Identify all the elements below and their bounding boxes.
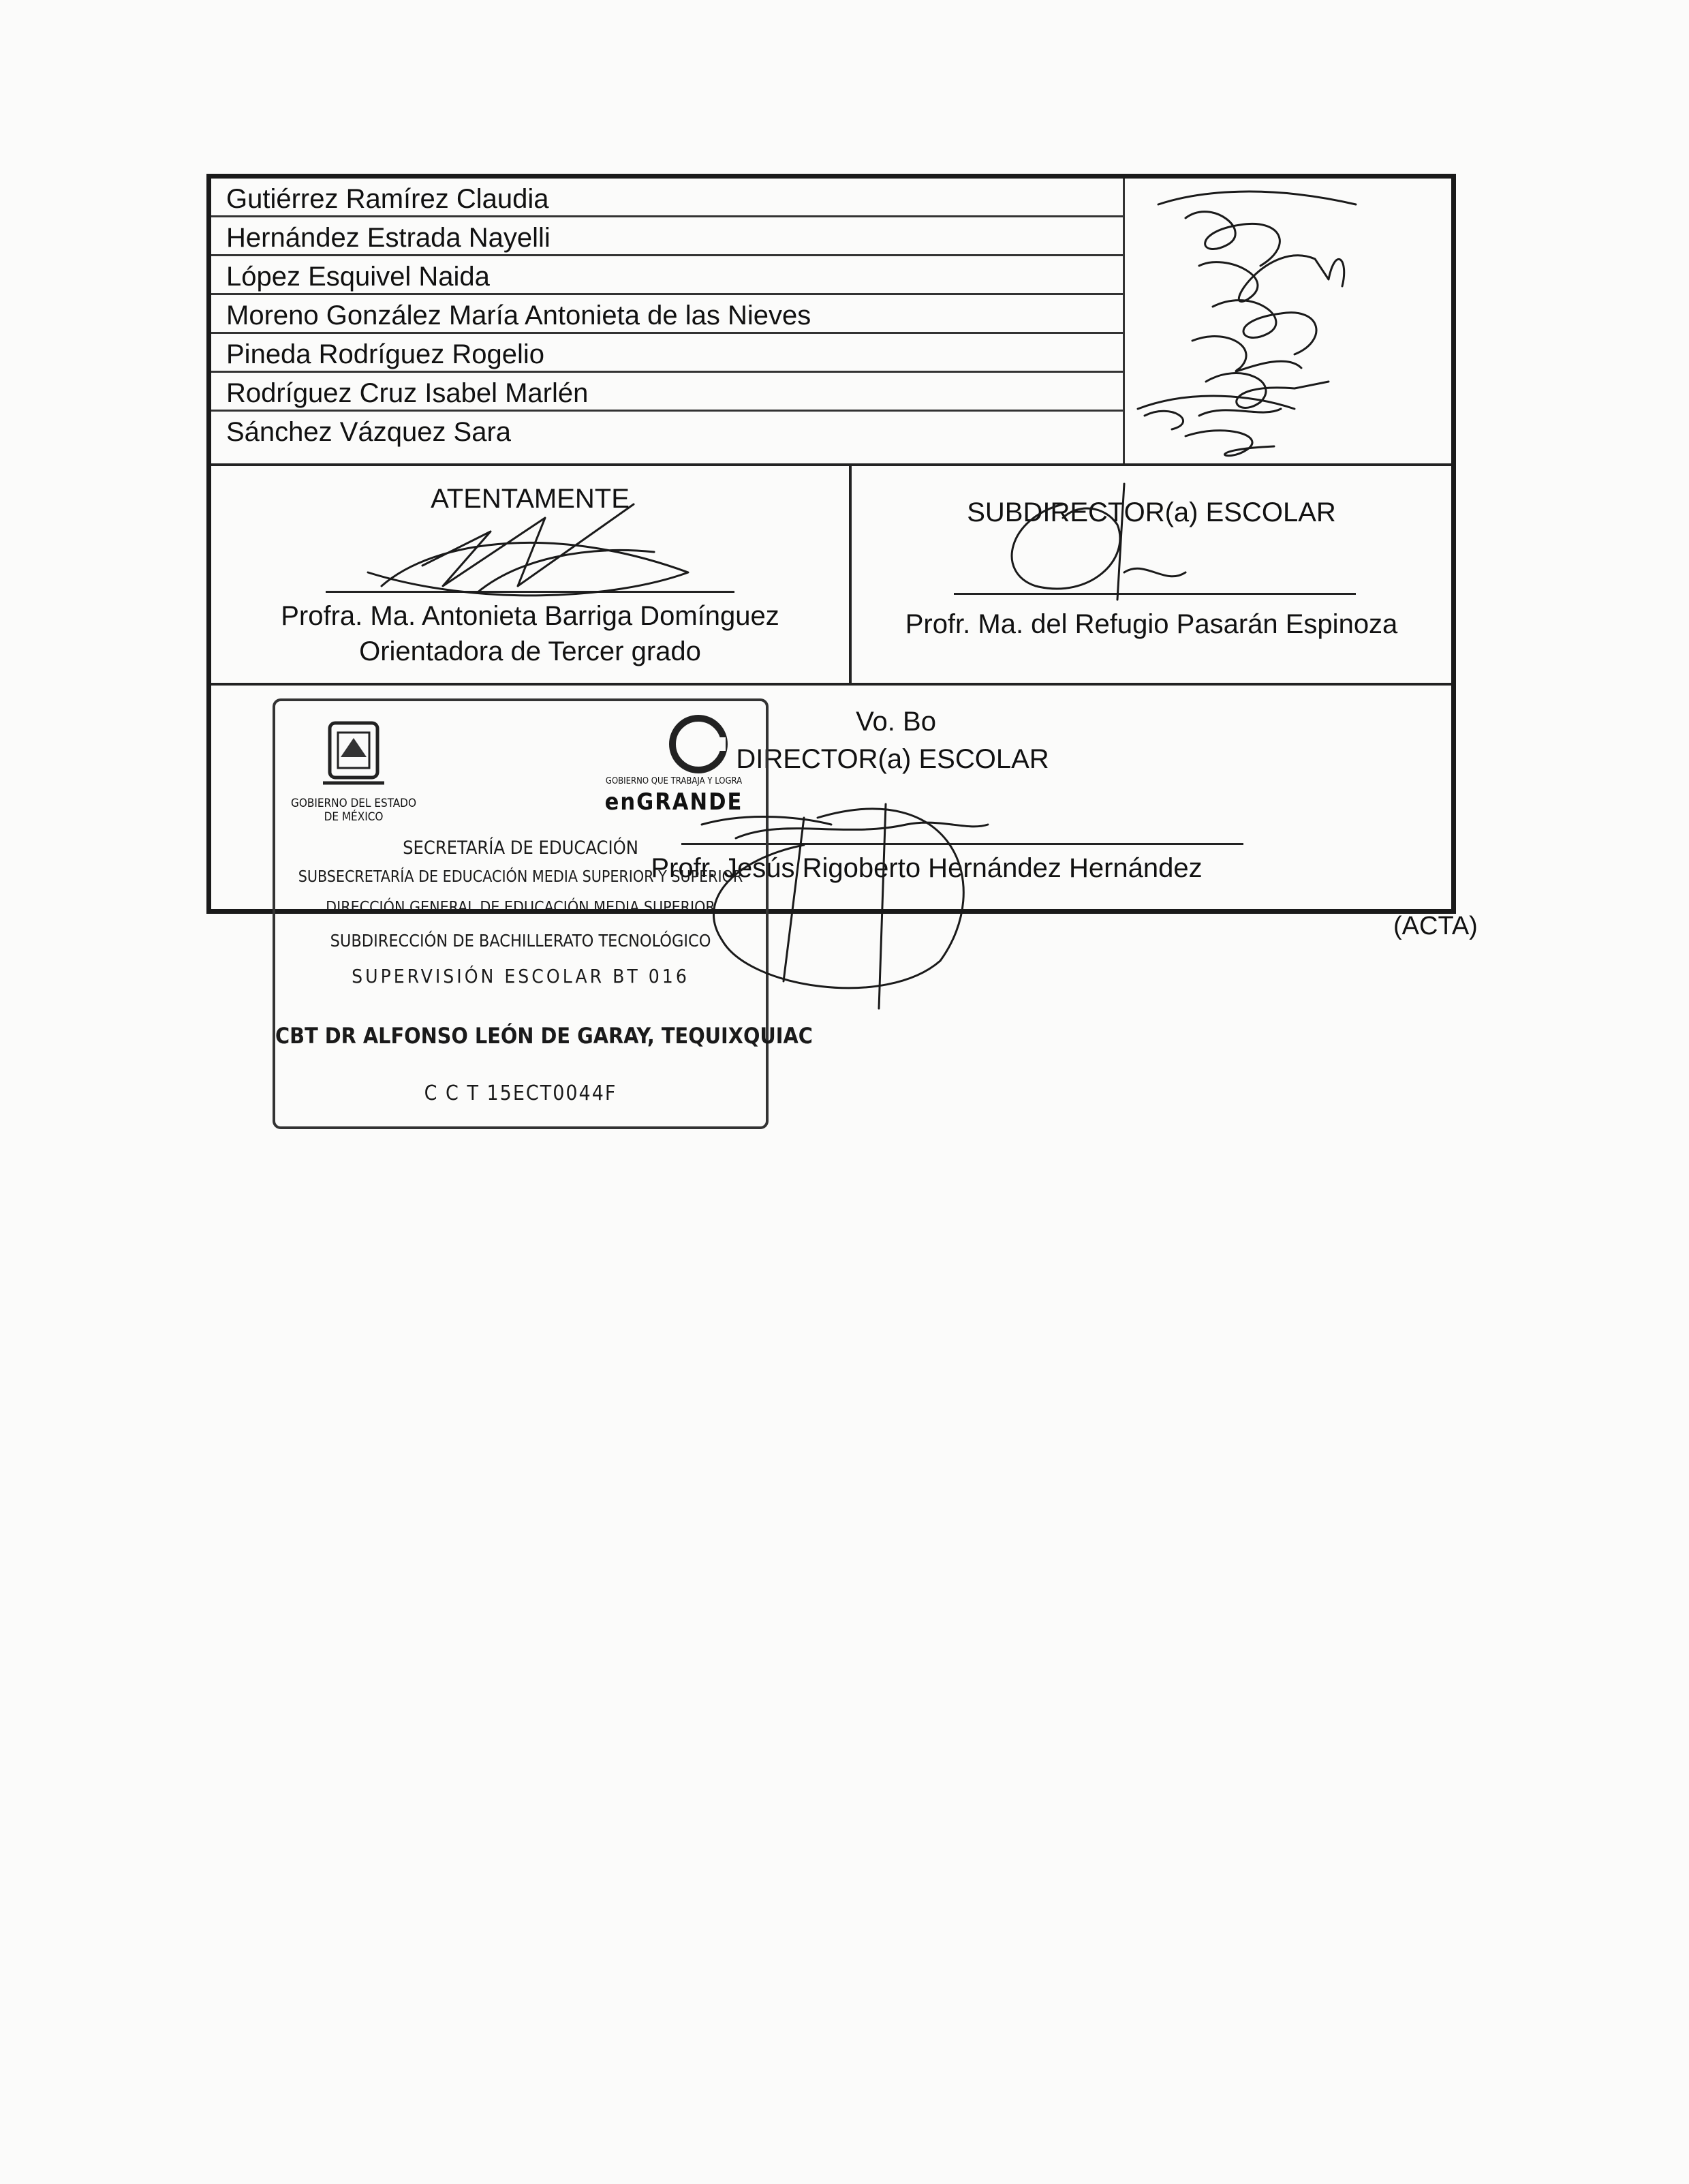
stamp-line-secretaria: SECRETARÍA DE EDUCACIÓN [403, 837, 638, 859]
orientadora-role: Orientadora de Tercer grado [359, 636, 701, 666]
vobo-label: Vo. Bo [856, 707, 936, 737]
name-row [211, 256, 1123, 295]
gov-right-text: enGRANDE [604, 788, 743, 816]
name-row [211, 179, 1123, 217]
official-stamp [273, 698, 813, 1129]
name-row [211, 373, 1123, 412]
name-text: Gutiérrez Ramírez Claudia [226, 184, 549, 214]
name-row [211, 334, 1123, 373]
section-divider [211, 463, 1451, 466]
director-name: Profr. Jesús Rigoberto Hernández Hernández [651, 853, 1203, 883]
stamp-line-direccion: DIRECCIÓN GENERAL DE EDUCACIÓN MEDIA SUPERIOR [326, 899, 715, 917]
name-text: Rodríguez Cruz Isabel Marlén [226, 378, 589, 408]
stamp-line-subsecretaria: SUBSECRETARÍA DE EDUCACIÓN MEDIA SUPERIOR Y SUPERIOR [298, 868, 743, 886]
section-divider [211, 683, 1451, 686]
signature-line [954, 593, 1356, 595]
signature-line [326, 591, 734, 593]
subdirector-heading: SUBDIRECTOR(a) ESCOLAR [967, 497, 1336, 527]
name-row [211, 217, 1123, 256]
orientadora-name: Profra. Ma. Antonieta Barriga Domínguez [281, 601, 779, 631]
name-text: Sánchez Vázquez Sara [226, 417, 512, 447]
signature-column-divider [1123, 179, 1125, 465]
director-heading: DIRECTOR(a) ESCOLAR [736, 744, 1049, 774]
stamp-line-school: CBT DR ALFONSO LEÓN DE GARAY, TEQUIXQUIAC [275, 1023, 813, 1049]
name-row [211, 295, 1123, 334]
stamp-line-supervision: SUPERVISIÓN ESCOLAR BT 016 [352, 965, 689, 987]
name-text: Hernández Estrada Nayelli [226, 223, 551, 253]
atentamente-heading: ATENTAMENTE [431, 484, 630, 514]
name-text: López Esquivel Naida [226, 262, 490, 292]
subdirector-name: Profr. Ma. del Refugio Pasarán Espinoza [905, 609, 1398, 639]
engrande-logo-icon [668, 713, 729, 775]
name-text: Pineda Rodríguez Rogelio [226, 339, 544, 369]
stamp-line-subdireccion: SUBDIRECCIÓN DE BACHILLERATO TECNOLÓGICO [330, 931, 711, 951]
stamp-line-cct: C C T 15ECT0044F [424, 1081, 617, 1105]
gov-left-text: GOBIERNO DEL ESTADO DE MÉXICO [291, 797, 416, 824]
gov-right-small-text: GOBIERNO QUE TRABAJA Y LOGRA [605, 776, 743, 786]
name-row [211, 412, 1123, 450]
state-coat-of-arms-icon [316, 716, 391, 791]
acta-label: (ACTA) [1393, 912, 1478, 940]
name-text: Moreno González María Antonieta de las Nieves [226, 301, 811, 330]
